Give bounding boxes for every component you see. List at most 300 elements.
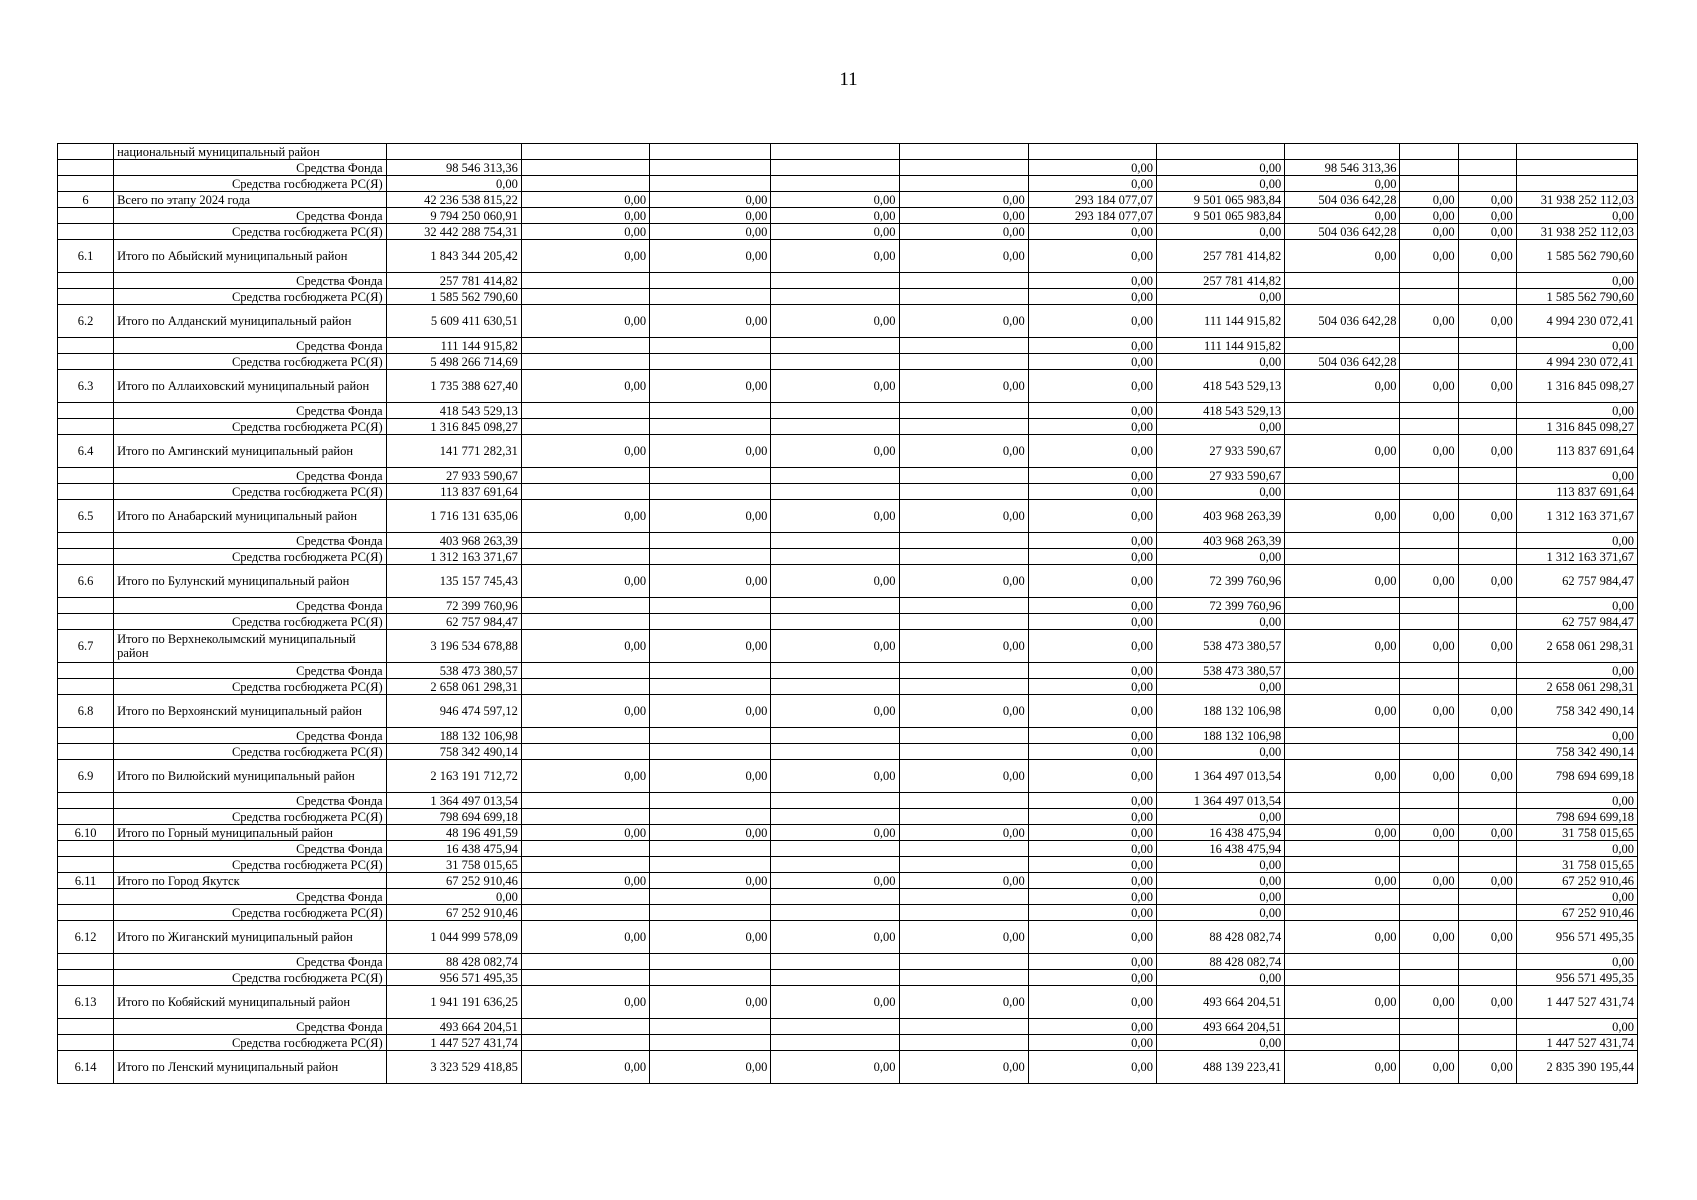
value-cell	[899, 744, 1028, 760]
value-cell	[1458, 419, 1516, 435]
row-number: 6.6	[58, 565, 114, 598]
row-number: 6.13	[58, 986, 114, 1019]
funding-source-label: Средства Фонда	[114, 160, 387, 176]
value-cell: 946 474 597,12	[386, 695, 521, 728]
value-cell: 0,00	[1157, 176, 1285, 192]
value-cell: 0,00	[899, 695, 1028, 728]
value-cell	[1458, 809, 1516, 825]
table-row	[58, 630, 1638, 663]
value-cell: 32 442 288 754,31	[386, 224, 521, 240]
value-cell	[650, 338, 771, 354]
value-cell: 3 196 534 678,88	[386, 630, 521, 663]
value-cell: 1 316 845 098,27	[1516, 419, 1637, 435]
value-cell	[771, 273, 899, 289]
value-cell: 0,00	[650, 986, 771, 1019]
table-row	[58, 873, 1638, 889]
value-cell	[1285, 338, 1400, 354]
value-cell	[899, 728, 1028, 744]
value-cell: 0,00	[899, 208, 1028, 224]
row-number: 6.12	[58, 921, 114, 954]
value-cell: 0,00	[1458, 208, 1516, 224]
value-cell	[899, 841, 1028, 857]
value-cell: 0,00	[650, 208, 771, 224]
value-cell	[1285, 484, 1400, 500]
value-cell	[650, 841, 771, 857]
value-cell: 0,00	[1157, 809, 1285, 825]
value-cell: 418 543 529,13	[1157, 370, 1285, 403]
value-cell: 72 399 760,96	[1157, 598, 1285, 614]
funding-source-label: Средства госбюджета РС(Я)	[114, 224, 387, 240]
value-cell	[771, 160, 899, 176]
value-cell: 0,00	[1400, 305, 1458, 338]
row-number	[58, 614, 114, 630]
value-cell: 0,00	[521, 192, 649, 208]
value-cell: 188 132 106,98	[1157, 728, 1285, 744]
value-cell: 0,00	[1157, 905, 1285, 921]
value-cell: 0,00	[1458, 305, 1516, 338]
value-cell	[899, 419, 1028, 435]
value-cell	[1400, 744, 1458, 760]
value-cell: 0,00	[1285, 921, 1400, 954]
value-cell: 0,00	[386, 176, 521, 192]
row-number	[58, 1035, 114, 1051]
value-cell	[1458, 533, 1516, 549]
funding-source-label: Средства Фонда	[114, 889, 387, 905]
row-number: 6.8	[58, 695, 114, 728]
value-cell: 0,00	[1400, 224, 1458, 240]
value-cell: 0,00	[1400, 192, 1458, 208]
table-row	[58, 744, 1638, 760]
row-title: Итого по Абыйский муниципальный район	[114, 240, 387, 273]
value-cell: 0,00	[771, 565, 899, 598]
value-cell	[899, 354, 1028, 370]
value-cell: 0,00	[1028, 419, 1156, 435]
value-cell: 67 252 910,46	[1516, 873, 1637, 889]
table-row	[58, 695, 1638, 728]
value-cell: 1 585 562 790,60	[1516, 289, 1637, 305]
value-cell	[650, 728, 771, 744]
row-title: Итого по Верхнеколымский муниципальный район	[114, 630, 387, 663]
value-cell: 2 658 061 298,31	[386, 679, 521, 695]
value-cell	[1458, 1019, 1516, 1035]
value-cell: 538 473 380,57	[1157, 630, 1285, 663]
value-cell: 0,00	[1516, 889, 1637, 905]
value-cell	[771, 289, 899, 305]
funding-source-label: Средства Фонда	[114, 403, 387, 419]
value-cell	[899, 273, 1028, 289]
value-cell: 0,00	[386, 889, 521, 905]
value-cell	[650, 1035, 771, 1051]
value-cell: 0,00	[1028, 435, 1156, 468]
value-cell: 0,00	[650, 873, 771, 889]
table-row	[58, 598, 1638, 614]
value-cell	[1400, 549, 1458, 565]
value-cell	[899, 289, 1028, 305]
value-cell: 0,00	[650, 370, 771, 403]
table-row	[58, 857, 1638, 873]
value-cell: 0,00	[1028, 354, 1156, 370]
value-cell	[1458, 889, 1516, 905]
value-cell: 0,00	[521, 435, 649, 468]
value-cell: 0,00	[899, 565, 1028, 598]
value-cell	[650, 176, 771, 192]
value-cell: 403 968 263,39	[1157, 500, 1285, 533]
value-cell: 0,00	[1157, 354, 1285, 370]
value-cell: 0,00	[1400, 1051, 1458, 1084]
value-cell	[521, 354, 649, 370]
value-cell: 0,00	[1285, 873, 1400, 889]
value-cell	[521, 905, 649, 921]
row-title: Итого по Анабарский муниципальный район	[114, 500, 387, 533]
value-cell: 504 036 642,28	[1285, 224, 1400, 240]
value-cell: 758 342 490,14	[386, 744, 521, 760]
value-cell: 5 609 411 630,51	[386, 305, 521, 338]
row-number	[58, 889, 114, 905]
value-cell: 0,00	[1028, 305, 1156, 338]
value-cell: 0,00	[521, 986, 649, 1019]
value-cell	[1400, 663, 1458, 679]
value-cell: 88 428 082,74	[1157, 921, 1285, 954]
value-cell: 188 132 106,98	[1157, 695, 1285, 728]
value-cell: 88 428 082,74	[386, 954, 521, 970]
value-cell: 2 658 061 298,31	[1516, 679, 1637, 695]
funding-source-label: Средства Фонда	[114, 468, 387, 484]
table-row	[58, 273, 1638, 289]
value-cell	[650, 857, 771, 873]
value-cell	[1400, 728, 1458, 744]
value-cell: 0,00	[1028, 954, 1156, 970]
value-cell: 0,00	[1028, 614, 1156, 630]
value-cell	[1458, 403, 1516, 419]
value-cell	[650, 954, 771, 970]
row-number	[58, 533, 114, 549]
table-row	[58, 500, 1638, 533]
table-row	[58, 728, 1638, 744]
value-cell: 27 933 590,67	[386, 468, 521, 484]
value-cell: 67 252 910,46	[386, 873, 521, 889]
value-cell: 135 157 745,43	[386, 565, 521, 598]
value-cell: 0,00	[771, 921, 899, 954]
value-cell: 1 447 527 431,74	[386, 1035, 521, 1051]
value-cell: 0,00	[1028, 793, 1156, 809]
value-cell: 188 132 106,98	[386, 728, 521, 744]
value-cell: 2 658 061 298,31	[1516, 630, 1637, 663]
value-cell	[1400, 176, 1458, 192]
value-cell: 1 447 527 431,74	[1516, 1035, 1637, 1051]
value-cell	[650, 354, 771, 370]
value-cell: 0,00	[1028, 728, 1156, 744]
value-cell: 0,00	[1285, 435, 1400, 468]
value-cell: 9 501 065 983,84	[1157, 192, 1285, 208]
value-cell	[771, 176, 899, 192]
value-cell: 0,00	[650, 695, 771, 728]
value-cell: 72 399 760,96	[1157, 565, 1285, 598]
value-cell: 538 473 380,57	[1157, 663, 1285, 679]
value-cell: 1 364 497 013,54	[386, 793, 521, 809]
row-number: 6.9	[58, 760, 114, 793]
value-cell: 16 438 475,94	[1157, 841, 1285, 857]
value-cell	[771, 533, 899, 549]
row-number	[58, 857, 114, 873]
table-row	[58, 793, 1638, 809]
value-cell: 0,00	[650, 224, 771, 240]
budget-table-container	[57, 143, 1638, 1084]
funding-source-label: Средства госбюджета РС(Я)	[114, 809, 387, 825]
value-cell	[1285, 728, 1400, 744]
value-cell: 9 501 065 983,84	[1157, 208, 1285, 224]
value-cell: 2 163 191 712,72	[386, 760, 521, 793]
value-cell	[650, 484, 771, 500]
value-cell: 0,00	[1400, 240, 1458, 273]
value-cell: 0,00	[1458, 695, 1516, 728]
value-cell: 798 694 699,18	[1516, 809, 1637, 825]
value-cell: 1 585 562 790,60	[386, 289, 521, 305]
value-cell	[1458, 468, 1516, 484]
value-cell: 0,00	[1028, 857, 1156, 873]
value-cell: 9 794 250 060,91	[386, 208, 521, 224]
value-cell: 0,00	[1458, 825, 1516, 841]
value-cell	[1458, 273, 1516, 289]
value-cell: 0,00	[771, 192, 899, 208]
value-cell	[771, 793, 899, 809]
value-cell	[521, 744, 649, 760]
value-cell	[1400, 793, 1458, 809]
value-cell	[521, 338, 649, 354]
value-cell: 0,00	[1458, 500, 1516, 533]
value-cell: 0,00	[1516, 793, 1637, 809]
funding-source-label: Средства Фонда	[114, 841, 387, 857]
budget-table	[57, 143, 1638, 1084]
value-cell: 0,00	[1458, 921, 1516, 954]
value-cell	[1285, 889, 1400, 905]
row-number	[58, 663, 114, 679]
funding-source-label: Средства госбюджета РС(Я)	[114, 905, 387, 921]
value-cell: 0,00	[1028, 370, 1156, 403]
value-cell: 798 694 699,18	[1516, 760, 1637, 793]
funding-source-label: Средства Фонда	[114, 1019, 387, 1035]
value-cell: 0,00	[1028, 273, 1156, 289]
row-number: 6.3	[58, 370, 114, 403]
table-row	[58, 403, 1638, 419]
value-cell: 0,00	[1400, 630, 1458, 663]
value-cell	[1400, 144, 1458, 160]
value-cell	[650, 614, 771, 630]
value-cell	[1400, 160, 1458, 176]
value-cell: 1 364 497 013,54	[1157, 760, 1285, 793]
value-cell: 0,00	[1400, 435, 1458, 468]
value-cell: 0,00	[1028, 1035, 1156, 1051]
value-cell: 0,00	[1516, 954, 1637, 970]
value-cell: 493 664 204,51	[1157, 1019, 1285, 1035]
value-cell: 0,00	[1028, 338, 1156, 354]
value-cell	[1285, 970, 1400, 986]
value-cell: 0,00	[1157, 679, 1285, 695]
value-cell	[899, 403, 1028, 419]
value-cell: 16 438 475,94	[386, 841, 521, 857]
row-number: 6.4	[58, 435, 114, 468]
value-cell: 0,00	[771, 500, 899, 533]
row-number: 6.11	[58, 873, 114, 889]
table-row	[58, 484, 1638, 500]
value-cell: 0,00	[650, 435, 771, 468]
funding-source-label: Средства госбюджета РС(Я)	[114, 744, 387, 760]
value-cell: 0,00	[899, 370, 1028, 403]
table-row	[58, 240, 1638, 273]
funding-source-label: Средства Фонда	[114, 208, 387, 224]
value-cell: 0,00	[1028, 986, 1156, 1019]
row-number: 6.2	[58, 305, 114, 338]
value-cell: 293 184 077,07	[1028, 192, 1156, 208]
row-number	[58, 744, 114, 760]
value-cell	[386, 144, 521, 160]
value-cell	[1285, 468, 1400, 484]
value-cell: 257 781 414,82	[1157, 240, 1285, 273]
value-cell: 1 044 999 578,09	[386, 921, 521, 954]
value-cell: 956 571 495,35	[386, 970, 521, 986]
value-cell	[521, 1035, 649, 1051]
value-cell	[1458, 160, 1516, 176]
value-cell	[771, 679, 899, 695]
value-cell: 0,00	[771, 435, 899, 468]
row-number	[58, 1019, 114, 1035]
value-cell: 0,00	[1157, 484, 1285, 500]
value-cell	[1285, 841, 1400, 857]
value-cell	[899, 549, 1028, 565]
value-cell: 0,00	[1028, 825, 1156, 841]
value-cell	[1458, 905, 1516, 921]
value-cell	[1400, 484, 1458, 500]
value-cell: 504 036 642,28	[1285, 192, 1400, 208]
value-cell: 0,00	[1157, 857, 1285, 873]
table-row	[58, 419, 1638, 435]
value-cell: 0,00	[1516, 338, 1637, 354]
value-cell	[1458, 1035, 1516, 1051]
value-cell: 0,00	[521, 825, 649, 841]
funding-source-label: Средства Фонда	[114, 533, 387, 549]
value-cell: 0,00	[771, 760, 899, 793]
value-cell	[899, 1019, 1028, 1035]
row-number	[58, 354, 114, 370]
value-cell	[650, 144, 771, 160]
value-cell	[650, 905, 771, 921]
value-cell	[899, 889, 1028, 905]
table-row	[58, 905, 1638, 921]
value-cell	[771, 728, 899, 744]
value-cell: 0,00	[1157, 549, 1285, 565]
table-row	[58, 760, 1638, 793]
row-title: Итого по Ленский муниципальный район	[114, 1051, 387, 1084]
value-cell	[1458, 289, 1516, 305]
value-cell	[1458, 354, 1516, 370]
value-cell: 31 758 015,65	[1516, 857, 1637, 873]
row-title: Всего по этапу 2024 года	[114, 192, 387, 208]
value-cell: 0,00	[1157, 889, 1285, 905]
value-cell: 0,00	[650, 240, 771, 273]
value-cell: 0,00	[771, 305, 899, 338]
value-cell	[899, 533, 1028, 549]
value-cell: 956 571 495,35	[1516, 921, 1637, 954]
value-cell	[771, 744, 899, 760]
value-cell	[521, 841, 649, 857]
row-number	[58, 484, 114, 500]
value-cell	[771, 549, 899, 565]
value-cell: 0,00	[1516, 273, 1637, 289]
value-cell: 111 144 915,82	[386, 338, 521, 354]
table-row	[58, 176, 1638, 192]
value-cell: 0,00	[899, 825, 1028, 841]
value-cell: 0,00	[521, 240, 649, 273]
value-cell	[1400, 468, 1458, 484]
value-cell	[1400, 970, 1458, 986]
row-number	[58, 954, 114, 970]
value-cell: 98 546 313,36	[386, 160, 521, 176]
value-cell: 418 543 529,13	[1157, 403, 1285, 419]
value-cell: 0,00	[1028, 873, 1156, 889]
value-cell: 0,00	[771, 224, 899, 240]
value-cell: 62 757 984,47	[386, 614, 521, 630]
value-cell: 0,00	[1458, 760, 1516, 793]
value-cell	[650, 970, 771, 986]
value-cell: 0,00	[650, 825, 771, 841]
funding-source-label: Средства Фонда	[114, 273, 387, 289]
value-cell: 0,00	[771, 825, 899, 841]
value-cell	[771, 1019, 899, 1035]
value-cell	[650, 1019, 771, 1035]
value-cell: 0,00	[899, 305, 1028, 338]
value-cell	[1400, 1035, 1458, 1051]
value-cell: 0,00	[1285, 176, 1400, 192]
value-cell: 0,00	[521, 760, 649, 793]
table-row	[58, 338, 1638, 354]
row-title: Итого по Кобяйский муниципальный район	[114, 986, 387, 1019]
value-cell: 0,00	[1458, 986, 1516, 1019]
row-title: Итого по Верхоянский муниципальный район	[114, 695, 387, 728]
value-cell: 0,00	[1400, 921, 1458, 954]
value-cell	[899, 1035, 1028, 1051]
value-cell	[1400, 598, 1458, 614]
value-cell: 0,00	[1028, 176, 1156, 192]
value-cell	[771, 663, 899, 679]
value-cell: 0,00	[1028, 224, 1156, 240]
table-row	[58, 986, 1638, 1019]
value-cell: 798 694 699,18	[386, 809, 521, 825]
funding-source-label: Средства Фонда	[114, 663, 387, 679]
value-cell	[1400, 533, 1458, 549]
value-cell: 72 399 760,96	[386, 598, 521, 614]
value-cell: 4 994 230 072,41	[1516, 354, 1637, 370]
value-cell: 0,00	[1028, 468, 1156, 484]
funding-source-label: Средства Фонда	[114, 338, 387, 354]
value-cell: 0,00	[899, 986, 1028, 1019]
value-cell: 0,00	[1285, 208, 1400, 224]
value-cell: 0,00	[771, 1051, 899, 1084]
value-cell: 1 312 163 371,67	[1516, 549, 1637, 565]
table-row	[58, 1035, 1638, 1051]
value-cell: 758 342 490,14	[1516, 744, 1637, 760]
value-cell	[899, 484, 1028, 500]
value-cell	[521, 614, 649, 630]
value-cell	[1285, 744, 1400, 760]
value-cell	[1516, 160, 1637, 176]
value-cell: 1 316 845 098,27	[386, 419, 521, 435]
value-cell	[521, 144, 649, 160]
funding-source-label: Средства госбюджета РС(Я)	[114, 857, 387, 873]
row-number	[58, 144, 114, 160]
value-cell: 0,00	[650, 500, 771, 533]
value-cell: 27 933 590,67	[1157, 468, 1285, 484]
value-cell: 3 323 529 418,85	[386, 1051, 521, 1084]
value-cell: 31 758 015,65	[386, 857, 521, 873]
